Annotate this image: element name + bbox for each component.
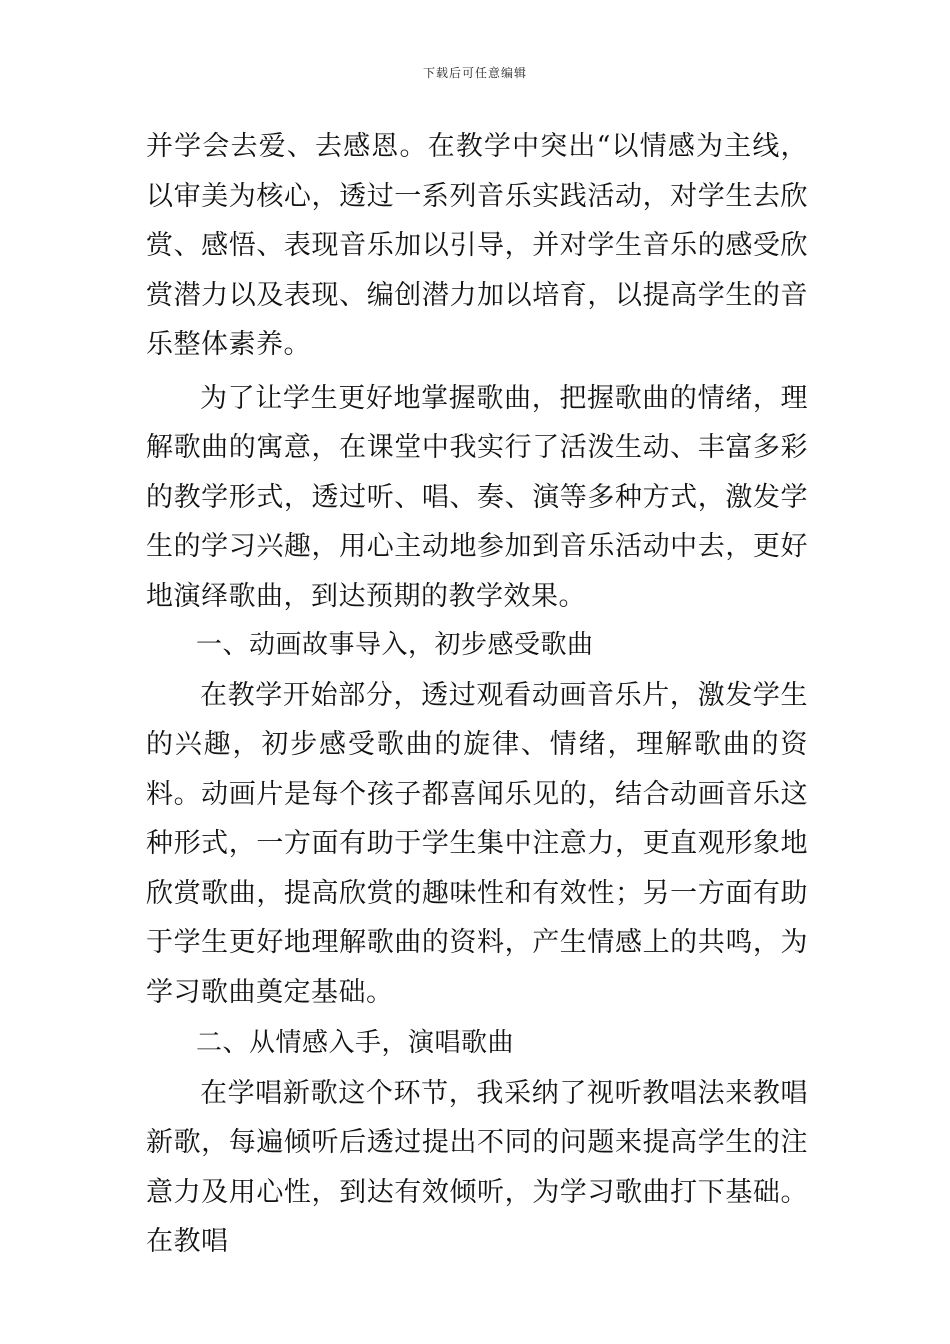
paragraph-teaching-forms: 为了让学生更好地掌握歌曲，把握歌曲的情绪，理解歌曲的寓意，在课堂中我实行了活泼生动、丰富多彩的教学形式，透过听、唱、奏、演等多种方式，激发学生的学习兴趣，用心主动地参加到音乐活动中去，更好地演绎歌曲，到达预期的教学效果。 <box>146 382 808 612</box>
paragraph-continuation: 并学会去爱、去感恩。在教学中突出“以情感为主线，以审美为核心，透过一系列音乐实践活动，对学生去欣赏、感悟、表现音乐加以引导，并对学生音乐的感受欣赏潜力以及表现、编创潜力加以培育，以提高学生的音乐整体素养。 <box>146 131 808 360</box>
paragraph-singing: 在学唱新歌这个环节，我采纳了视听教唱法来教唱新歌，每遍倾听后透过提出不同的问题来提高学生的注意力及用心性，到达有效倾听，为学习歌曲打下基础。在教唱 <box>146 1077 808 1257</box>
section-heading-1: 一、动画故事导入，初步感受歌曲 <box>196 630 594 660</box>
page-header: 下载后可任意编辑 <box>422 66 527 80</box>
section-heading-2: 二、从情感入手，演唱歌曲 <box>196 1028 515 1058</box>
paragraph-animation: 在教学开始部分，透过观看动画音乐片，激发学生的兴趣，初步感受歌曲的旋律、情绪，理解歌曲的资料。动画片是每个孩子都喜闻乐见的，结合动画音乐这种形式，一方面有助于学生集中注意力，更直观形象地欣赏歌曲，提高欣赏的趣味性和有效性；另一方面有助于学生更好地理解歌曲的资料，产生情感上的共鸣，为学习歌曲奠定基础。 <box>146 679 808 1008</box>
document-body <box>146 122 808 1267</box>
